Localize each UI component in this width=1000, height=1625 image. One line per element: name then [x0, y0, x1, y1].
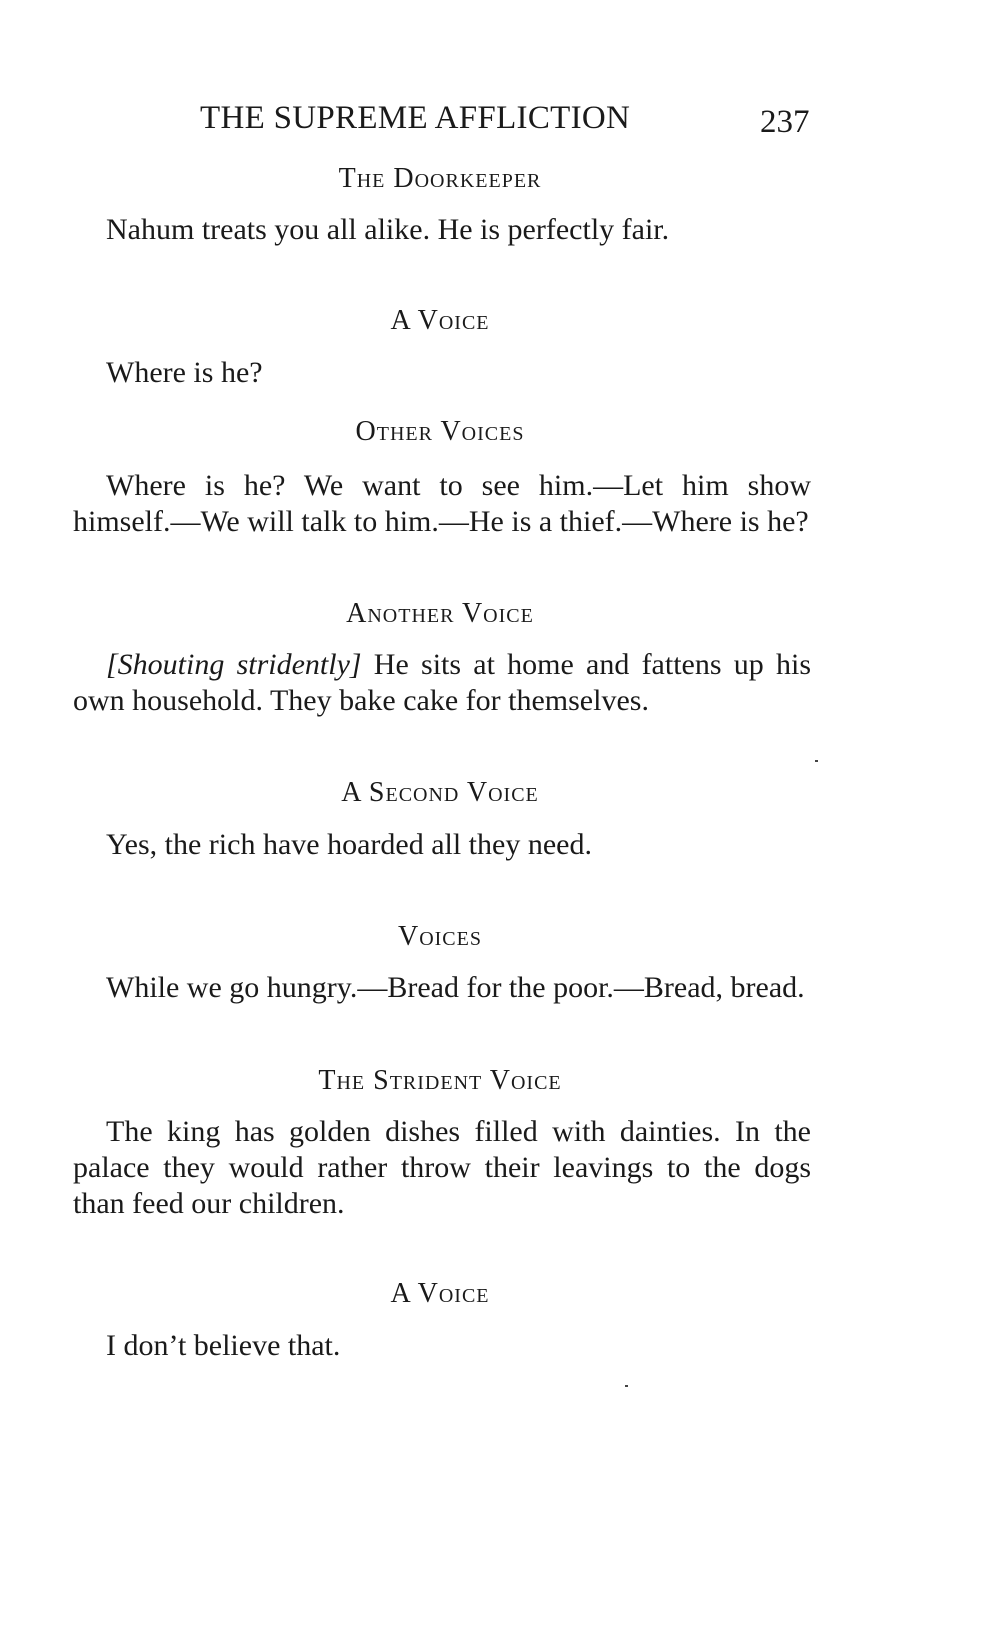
ink-speck [625, 1385, 628, 1387]
speaker-name: Voices [397, 921, 482, 952]
speaker-name: The Doorkeeper [338, 163, 542, 194]
dialogue-line: Where is he? We want to see him.—Let him show himself.—We will talk to him.—He is a thief.—Where is he? [73, 469, 811, 538]
dialogue-line: The king has golden dishes filled with dainties. In the palace they would rather throw their leavings to the dogs than feed our children. [73, 1115, 811, 1220]
dialogue-line: Yes, the rich have hoarded all they need. [106, 828, 592, 861]
dialogue-line: Where is he? [106, 356, 263, 389]
speaker-name: A Voice [390, 1278, 490, 1309]
dialogue-line: I don’t believe that. [106, 1329, 341, 1362]
dialogue-line [73, 647, 811, 719]
page-number: 237 [760, 104, 810, 140]
stage-direction: [Shouting stridently] [106, 648, 362, 681]
speaker-name: Other Voices [355, 416, 525, 447]
speaker-name: A Voice [390, 305, 490, 336]
dialogue-text: He sits at home and fattens up his own household. They bake cake for themselves. [73, 648, 812, 717]
speaker-name: Another Voice [346, 598, 534, 629]
speaker-name: A Second Voice [341, 777, 539, 808]
speaker-name: The Strident Voice [318, 1065, 562, 1096]
ink-speck [815, 760, 818, 762]
running-header-title: THE SUPREME AFFLICTION [200, 100, 631, 136]
dialogue-line: Nahum treats you all alike. He is perfectly fair. [106, 213, 670, 246]
dialogue-line: While we go hungry.—Bread for the poor.—Bread, bread. [106, 971, 805, 1004]
